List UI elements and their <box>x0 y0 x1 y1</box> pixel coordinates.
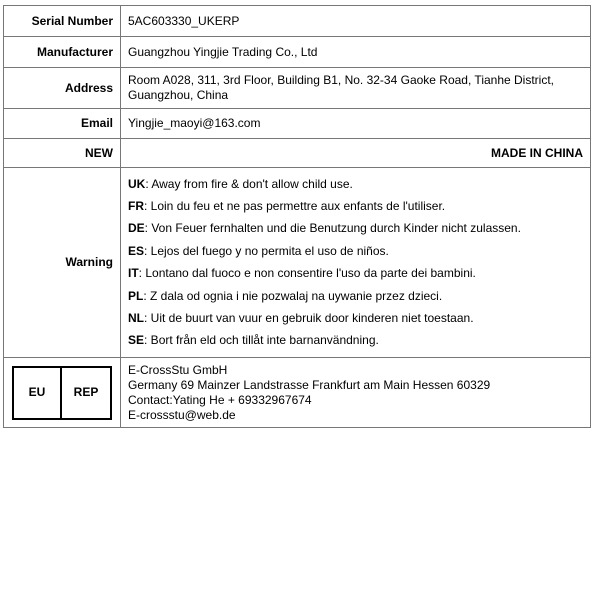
warning-code: SE <box>128 333 145 348</box>
warning-code: IT <box>128 266 139 281</box>
warning-text-block <box>121 168 591 358</box>
address-row <box>4 68 591 109</box>
manufacturer-value: Guangzhou Yingjie Trading Co., Ltd <box>121 37 591 68</box>
warning-code: PL <box>128 288 144 303</box>
warning-text: : Away from fire & don't allow child use. <box>145 176 353 191</box>
eu-rep-address: Germany 69 Mainzer Landstrasse Frankfurt am Main Hessen 60329 <box>128 377 491 392</box>
warning-label: Warning <box>4 168 121 358</box>
warning-text: : Bort från eld och tillåt inte barnanvändning. <box>144 333 379 348</box>
warning-code: ES <box>128 243 145 258</box>
warning-text: : Lontano dal fuoco e non consentire l'uso da parte dei bambini. <box>138 266 476 281</box>
rep-badge-label: REP <box>73 385 99 399</box>
email-value: Yingjie_maoyi@163.com <box>121 109 591 139</box>
new-row <box>4 139 591 168</box>
warning-line-pl <box>128 289 583 304</box>
warning-line-fr <box>128 199 583 214</box>
serial-number-row <box>4 6 591 37</box>
warning-text: : Uit de buurt van vuur en gebruik door kinderen niet toestaan. <box>144 310 474 325</box>
eu-rep-badge-cell <box>4 358 121 428</box>
warning-code: FR <box>128 199 144 214</box>
warning-line-it <box>128 266 583 281</box>
warning-code: DE <box>128 221 145 236</box>
email-label: Email <box>4 109 121 139</box>
warning-code: UK <box>128 176 146 191</box>
warning-text: : Lejos del fuego y no permita el uso de niños. <box>144 243 389 258</box>
serial-number-value: 5AC603330_UKERP <box>121 6 591 37</box>
warning-text: : Loin du feu et ne pas permettre aux enfants de l'utiliser. <box>144 199 446 214</box>
warning-code: NL <box>128 310 144 325</box>
address-label: Address <box>4 68 121 109</box>
new-label: NEW <box>4 139 121 168</box>
eu-rep-contact: Contact:Yating He + 69332967674 <box>128 392 312 407</box>
eu-rep-details <box>121 358 591 428</box>
manufacturer-label: Manufacturer <box>4 37 121 68</box>
product-label-table <box>3 5 591 428</box>
eu-rep-badge <box>12 366 112 420</box>
warning-row <box>4 168 591 358</box>
eu-badge-label: EU <box>14 368 62 418</box>
eu-rep-row <box>4 358 591 428</box>
warning-text: : Z dala od ognia i nie pozwalaj na uywanie przez dzieci. <box>143 288 443 303</box>
address-line-1: Room A028, 311, 3rd Floor, Building B1, No. 32-34 Gaoke Road, Tianhe District, <box>128 73 555 87</box>
made-in-china-label: MADE IN CHINA <box>121 139 591 168</box>
warning-line-de <box>128 221 583 236</box>
warning-line-nl <box>128 311 583 326</box>
warning-text: : Von Feuer fernhalten und die Benutzung durch Kinder nicht zulassen. <box>144 221 521 236</box>
serial-number-label: Serial Number <box>4 6 121 37</box>
manufacturer-row <box>4 37 591 68</box>
warning-line-uk <box>128 177 583 192</box>
email-row <box>4 109 591 139</box>
eu-rep-email: E-crossstu@web.de <box>128 407 236 422</box>
warning-line-se <box>128 333 583 348</box>
warning-line-es <box>128 244 583 259</box>
address-value <box>121 68 591 109</box>
eu-rep-company: E-CrossStu GmbH <box>128 362 228 377</box>
address-line-2: Guangzhou, China <box>128 88 229 102</box>
